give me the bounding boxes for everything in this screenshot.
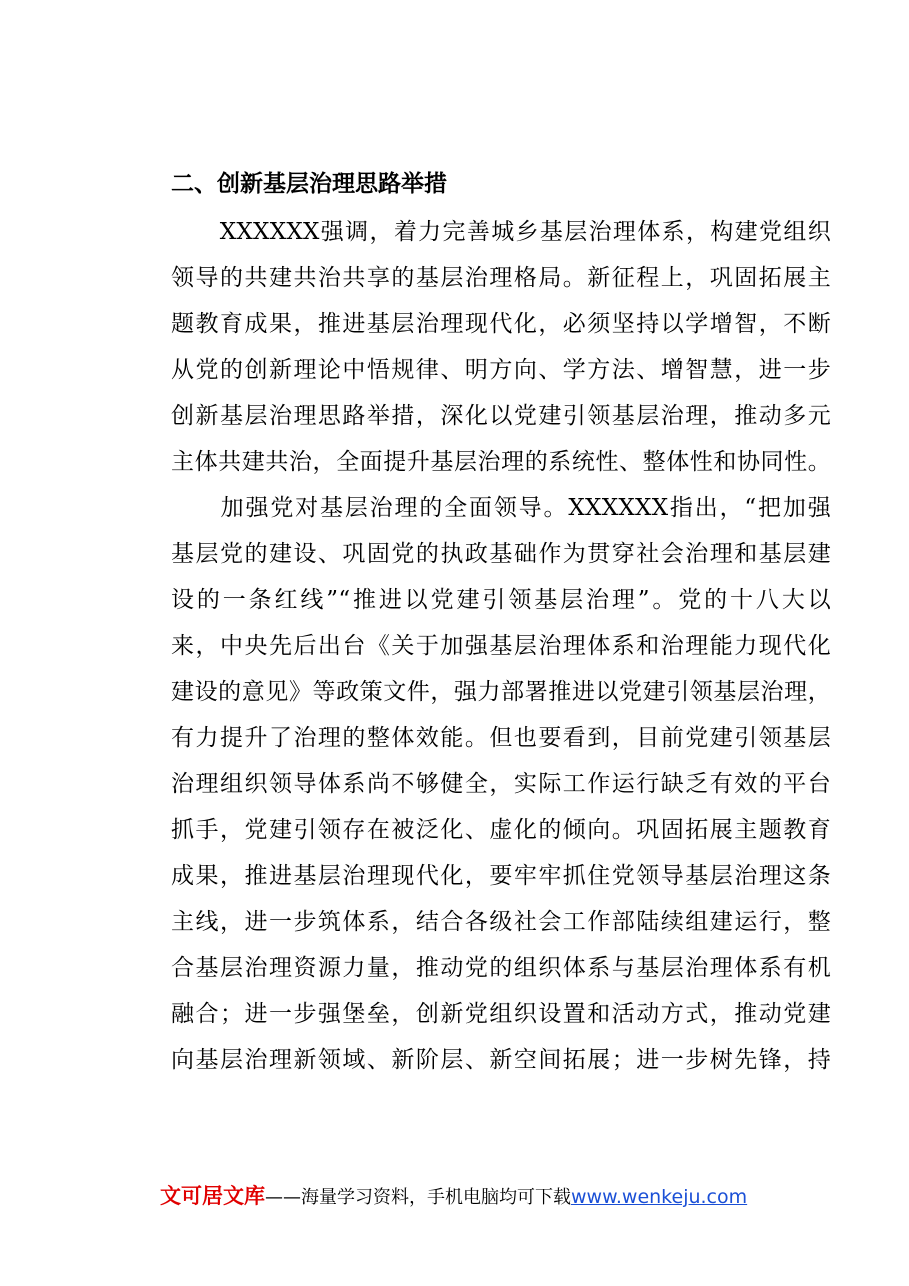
- body-text: [171, 209, 831, 1083]
- paragraph-line: XXXXXX强调，着力完善城乡基层治理体系，构建党组织: [171, 219, 831, 245]
- footer-tagline: ——海量学习资料，手机电脑均可下载: [265, 1187, 571, 1208]
- paragraph-line: 向基层治理新领域、新阶层、新空间拓展；进一步树先锋，持: [171, 1047, 831, 1073]
- paragraph-line: 加强党对基层治理的全面领导。XXXXXX指出，“把加强: [171, 495, 831, 521]
- paragraph-2: [171, 485, 831, 1083]
- paragraph-line: 治理组织领导体系尚不够健全，实际工作运行缺乏有效的平台: [171, 771, 831, 797]
- section-heading: 二、创新基层治理思路举措: [171, 171, 447, 197]
- footer-banner: [160, 1182, 747, 1212]
- footer-link[interactable]: www.wenkeju.com: [571, 1186, 748, 1208]
- paragraph-1: [171, 209, 831, 485]
- paragraph-line: 抓手，党建引领存在被泛化、虚化的倾向。巩固拓展主题教育: [171, 817, 831, 843]
- paragraph-line: 有力提升了治理的整体效能。但也要看到，目前党建引领基层: [171, 725, 831, 751]
- paragraph-line: 从党的创新理论中悟规律、明方向、学方法、增智慧，进一步: [171, 357, 831, 383]
- paragraph-line: 融合；进一步强堡垒，创新党组织设置和活动方式，推动党建: [171, 1001, 831, 1027]
- paragraph-line: 合基层治理资源力量，推动党的组织体系与基层治理体系有机: [171, 955, 831, 981]
- paragraph-line: 成果，推进基层治理现代化，要牢牢抓住党领导基层治理这条: [171, 863, 831, 889]
- paragraph-line: 基层党的建设、巩固党的执政基础作为贯穿社会治理和基层建: [171, 541, 831, 567]
- paragraph-line: 题教育成果，推进基层治理现代化，必须坚持以学增智，不断: [171, 311, 831, 337]
- paragraph-line: 设的一条红线”“推进以党建引领基层治理”。党的十八大以: [171, 587, 831, 613]
- paragraph-line: 主体共建共治，全面提升基层治理的系统性、整体性和协同性。: [171, 449, 831, 475]
- paragraph-line: 创新基层治理思路举措，深化以党建引领基层治理，推动多元: [171, 403, 831, 429]
- paragraph-line: 领导的共建共治共享的基层治理格局。新征程上，巩固拓展主: [171, 265, 831, 291]
- paragraph-line: 主线，进一步筑体系，结合各级社会工作部陆续组建运行，整: [171, 909, 831, 935]
- paragraph-line: 建设的意见》等政策文件，强力部署推进以党建引领基层治理，: [171, 679, 831, 705]
- paragraph-line: 来，中央先后出台《关于加强基层治理体系和治理能力现代化: [171, 633, 831, 659]
- footer-brand: 文可居文库: [160, 1184, 265, 1208]
